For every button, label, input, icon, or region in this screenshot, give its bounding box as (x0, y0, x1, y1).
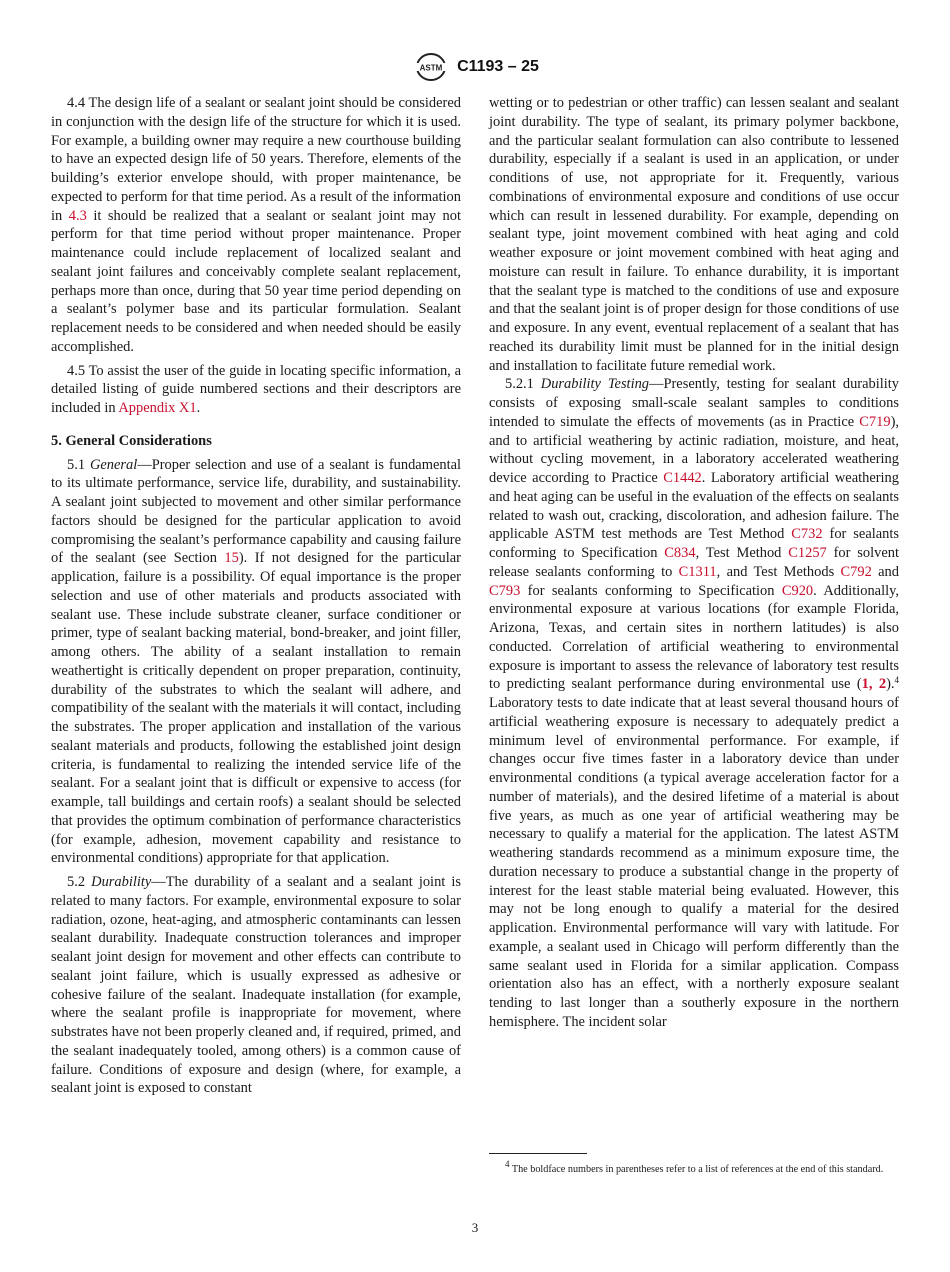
term-durability-testing: Durability Testing (540, 376, 650, 393)
paragraph-5-1: 5.1 General—Proper selection and use of a sealant is fundamental to its ultimate performance, service life, durability, and sustainability. A sealant joint subjected to movement and other similar performance factors should be designed for the particular application to avoid compromising the sealant’s performance capability and causing failure of the sealant (see Section 15). If not designed for the particular application, failure is a possibility. Of equal importance is the proper selection and use of other materials and products associated with sealant use. These include substrate cleaner, surface conditioner or primer, type of sealant backing material, bond-breaker, and joint filler, among others. The ability of a sealant installation to remain weathertight is critically dependent on proper preparation, continuity, durability of the substrates to which the sealant will adhere, and compatibility of the sealant with the materials it will contact, including the substrates. The proper application and installation of the various sealant materials and products, following the established joint design criteria, is fundamental to realizing the intended service life of the sealant. For a sealant joint that is difficult or expensive to access (for example, tall buildings and certain roofs) a sealant should be selected that provides the optimum combination of performance characteristics (for example, adhesion, movement capability and resistance to environmental conditions) appropriate for that application. (51, 456, 462, 867)
link-c719[interactable]: C719 (859, 413, 891, 430)
paragraph-5-2-continued: wetting or to pedestrian or other traffic) can lessen sealant and sealant joint durability. The type of sealant, its primary polymer backbone, and the particular sealant formulation can also contribute to lessened durability, especially if a sealant is used in an application, or under conditions of use, not appropriate for it. Frequently, various combinations of environmental exposure and conditions of use occur which can result in lessened durability. For example, depending on sealant type, joint movement combined with heat aging and cold weather exposure or joint movement combined with heat aging and moisture can result in failure. To enhance durability, it is important that the sealant type is matched to the conditions of use and exposure and that the sealant joint is of proper design for those conditions of use and exposure. In any event, eventual replacement of a sealant that has reached its durability limit must be planned for in the initial design and installation to facilitate future remedial work. (489, 95, 899, 374)
link-c1311[interactable]: C1311 (678, 563, 717, 580)
page-header (0, 52, 950, 82)
footnote-mark: 4 (505, 1159, 510, 1169)
right-column (489, 94, 899, 1032)
footnote-reference-4[interactable]: 4 (894, 675, 899, 686)
page-number: 3 (471, 1220, 479, 1235)
link-section-4-3[interactable]: 4.3 (68, 207, 87, 224)
link-c792[interactable]: C792 (840, 563, 872, 580)
left-column (51, 94, 461, 1098)
link-appendix-x1[interactable]: Appendix X1 (118, 400, 197, 416)
paragraph-5-2: 5.2 Durability—The durability of a sealant and a sealant joint is related to many factors. For example, environmental exposure to solar radiation, ozone, heat-aging, and atmospheric contaminants can lessen sealant durability. Inadequate construction tolerances and improper sealant joint design for movement and other effects can contribute to sealant joint failure, which is usually expressed as adhesive or cohesive failure of the sealant. Inadequate installation (for example, where the sealant profile is inappropriate for movement, where substrates have not been properly cleaned and, if required, primed, and the sealant inadequately tooled, among others) is a common cause of failure. Conditions of exposure and design (where, for example, a sealant joint is exposed to constant (51, 874, 462, 1097)
link-c732[interactable]: C732 (791, 526, 823, 543)
term-durability: Durability (91, 874, 152, 890)
astm-logo-icon (411, 52, 451, 82)
standard-designation: C1193 – 25 (457, 58, 539, 75)
paragraph-4-5: 4.5 To assist the user of the guide in locating specific information, a detailed listing of guide numbered sections and their descriptors are included in Appendix X1. (51, 362, 461, 416)
reference-link-1-2[interactable]: 1, 2 (861, 676, 887, 693)
link-c834[interactable]: C834 (664, 545, 696, 561)
link-c1257[interactable]: C1257 (788, 545, 827, 561)
logo-text: ASTM (419, 63, 443, 73)
term-general: General (89, 456, 138, 473)
link-c920[interactable]: C920 (781, 582, 814, 599)
link-c793[interactable]: C793 (489, 582, 521, 599)
paragraph-4-4: 4.4 The design life of a sealant or sealant joint should be considered in conjunction with the design life of the structure for which it is used. For example, a building owner may require a new courthouse building to have an expected design life of 50 years. Therefore, elements of the building’s exterior envelope should, with proper maintenance, be expected to perform for that time period. As a result of the information in 4.3 it should be realized that a sealant or sealant joint may not perform for that time period without proper maintenance. Proper maintenance could include replacement of localized sealant and sealant joint failures and conceivably complete sealant replacement, perhaps more than once, during that 50 year time period depending on a sealant’s polymer base and its particular formulation. Sealant replacement needs to be considered and when needed should be easily accomplished. (51, 95, 461, 355)
paragraph-5-2-1: 5.2.1 Durability Testing—Presently, testing for sealant durability consists of exposing small-scale sealant samples to conditions intended to simulate the effects of movements (as in Practice C719), and to artificial weathering by actinic radiation, moisture, and heat, without cycling movement, in a laboratory accelerated weathering device according to Practice C1442. Laboratory artificial weathering and heat aging can be useful in the evaluation of the effects on sealants related to wash out, cracking, discoloration, and adhesion failure. The applicable ASTM test methods are Test Method C732 for sealants conforming to Specification C834, Test Method C1257 for solvent release sealants conforming to C1311, and Test Methods C792 and C793 for sealants conforming to Specification C920. Additionally, environmental exposure at various locations (for example Florida, Arizona, Texas, and certain sites in northern latitudes) is also conducted. Correlation of artificial weathering to environmental exposure is important to assess the relevance of laboratory test results to predicting sealant performance during environmental use (1, 2).$^4$ Laboratory tests to date indicate that at least several thousand hours of artificial weathering exposure is necessary to adequately predict a minimum level of environmental performance. For example, if changes occur five times faster in a laboratory device than under environmental conditions (a typical average acceleration factor for a number of materials), and the desired lifetime of a material is about five years, as much as one year of artificial weathering may be necessary to qualify a material for the application. The latest ASTM weathering standards recommend as a minimum exposure time, the duration necessary to produce a substantial change in the property of interest for the least stable material being evaluated. However, this may not be long enough to qualify a material for the desired application. Environmental performance will vary with latitude. For example, a sealant used in Chicago will perform differently than the same sealant used in Florida for a similar application. Compass orientation also has an effect, with a northerly exposure sealant tending to last longer than a southerly exposure in the northern hemisphere. The incident solar (489, 376, 900, 1030)
footnote-4 (489, 1159, 899, 1178)
footnote-divider (489, 1153, 587, 1154)
link-c1442[interactable]: C1442 (663, 470, 702, 486)
section-heading-5: 5. General Considerations (51, 432, 212, 449)
link-section-15[interactable]: 15 (224, 550, 239, 567)
footnote-text: The boldface numbers in parentheses refer to a list of references at the end of this standard. (509, 1164, 884, 1175)
